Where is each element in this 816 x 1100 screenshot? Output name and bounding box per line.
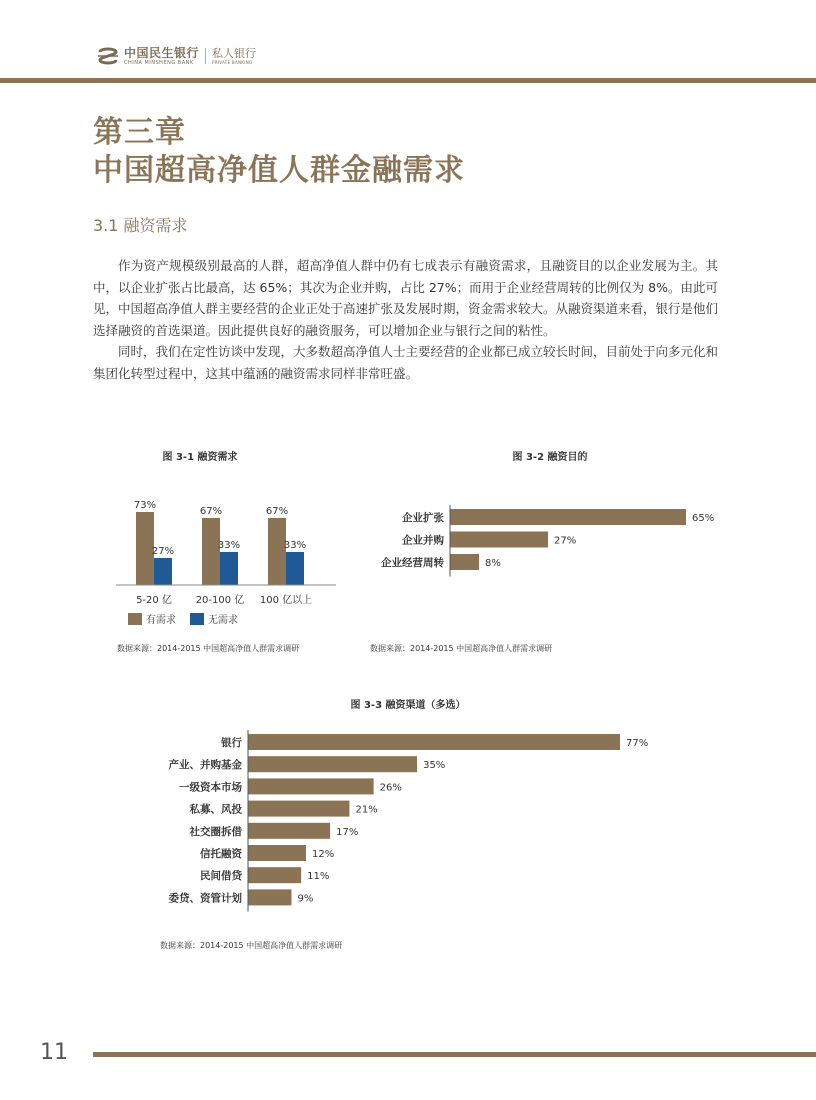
section-title: 3.1 融资需求 (93, 216, 188, 235)
fig2-category-label: 企业经营周转 (381, 557, 444, 569)
fig1-legend-label: 有需求 (146, 615, 176, 626)
fig2-bar (450, 532, 548, 548)
fig1-data-label: 73% (133, 500, 157, 511)
fig1-data-label: 27% (151, 546, 175, 557)
fig1-bar (202, 518, 220, 585)
private-banking-block (212, 48, 256, 65)
fig3-data-label: 21% (355, 804, 378, 816)
fig3-category-label: 私募、风投 (189, 803, 242, 816)
fig1-bar (286, 552, 304, 585)
fig1-category-label: 5-20 亿 (136, 595, 172, 606)
minsheng-logo-icon (96, 46, 120, 66)
fig3-category-label: 银行 (221, 737, 242, 749)
fig3-bar (248, 734, 620, 750)
brand-name-en: CHINA MINSHENG BANK (124, 59, 194, 66)
chapter-line-2: 中国超高净值人群金融需求 (93, 153, 465, 188)
fig3-category-label: 信托融资 (200, 848, 242, 860)
fig2-bar (450, 509, 686, 525)
fig3-chart (140, 730, 700, 920)
fig1-source: 数据来源：2014-2015 中国超高净值人群需求调研 (117, 644, 300, 653)
paragraph-2: 同时，我们在定性访谈中发现，大多数超高净值人士主要经营的企业都已成立较长时间，目前处于向多元化和集团化转型过程中，这其中蕴涵的融资需求同样非常旺盛。 (93, 344, 719, 381)
brand-divider (205, 48, 206, 64)
fig1-category-label: 20-100 亿 (195, 595, 245, 606)
fig1-data-label: 33% (283, 540, 307, 551)
fig1-category-label: 100 亿以上 (259, 595, 313, 606)
fig1-chart (100, 475, 350, 635)
header-rule (0, 78, 816, 83)
fig1-data-label: 67% (265, 506, 289, 517)
fig3-category-label: 民间借贷 (200, 870, 242, 883)
fig2-category-label: 企业并购 (402, 534, 444, 547)
fig3-data-label: 17% (336, 826, 359, 838)
fig3-category-label: 委贷、资管计划 (168, 892, 242, 905)
fig3-bar (248, 867, 301, 883)
fig3-data-label: 77% (626, 738, 649, 749)
fig1-bar (154, 558, 172, 585)
fig2-source: 数据来源：2014-2015 中国超高净值人群需求调研 (370, 644, 553, 653)
fig2-data-label: 27% (554, 535, 577, 547)
fig1-data-label: 33% (217, 540, 241, 551)
fig1-title: 图 3-1 融资需求 (162, 452, 238, 463)
fig3-title: 图 3-3 融资渠道（多选） (350, 700, 466, 711)
footer-rule (93, 1052, 816, 1057)
fig1-bar (268, 518, 286, 585)
brand-block (124, 47, 199, 66)
fig2-data-label: 65% (692, 513, 715, 524)
page-header (96, 44, 256, 68)
fig1-legend-swatch (128, 613, 142, 625)
fig1-legend-label: 无需求 (208, 615, 238, 626)
fig3-source: 数据来源：2014-2015 中国超高净值人群需求调研 (160, 941, 343, 950)
private-banking-cn: 私人银行 (212, 46, 257, 60)
chapter-title (93, 114, 465, 190)
fig1-bar (220, 552, 238, 585)
fig3-data-label: 9% (297, 893, 314, 905)
fig3-data-label: 12% (311, 849, 335, 860)
paragraph-1: 作为资产规模级别最高的人群，超高净值人群中仍有七成表示有融资需求，且融资目的以企业发展为主。其中，以企业扩张占比最高，达 65%；其次为企业并购，占比 27%；而用于企业经营周转的比例仅为 8%。由此可见，中国超高净值人群主要经营的企业正处于高速扩张及发展时期，资金需求较大。从融资渠道来看，银行是他们选择融资的首选渠道。因此提供良好的融资服务，可以增加企业与银行之间的粘性。 (93, 258, 719, 338)
fig3-bar (248, 801, 349, 817)
page-number: 11 (40, 1040, 68, 1065)
private-banking-en: PRIVATE BANKING (212, 59, 253, 65)
fig2-data-label: 8% (485, 558, 501, 569)
fig3-data-label: 35% (423, 760, 446, 772)
fig3-category-label: 社交圈拆借 (189, 825, 242, 838)
fig1-data-label: 67% (199, 506, 223, 517)
fig2-title: 图 3-2 融资目的 (512, 452, 588, 463)
fig3-bar (248, 845, 306, 861)
fig2-bar (450, 554, 479, 570)
brand-name-cn: 中国民生银行 (124, 45, 200, 60)
fig3-bar (248, 778, 374, 794)
fig3-bar (248, 823, 330, 839)
fig3-category-label: 一级资本市场 (179, 781, 242, 794)
fig3-bar (248, 756, 417, 772)
body-text (93, 255, 718, 384)
fig3-data-label: 11% (307, 871, 330, 883)
fig2-chart (360, 505, 750, 595)
fig2-category-label: 企业扩张 (402, 512, 444, 524)
fig1-legend-swatch (190, 613, 204, 625)
fig3-data-label: 26% (379, 782, 402, 794)
fig3-category-label: 产业、并购基金 (168, 759, 242, 772)
chapter-line-1: 第三章 (93, 115, 186, 150)
fig3-bar (248, 889, 291, 905)
